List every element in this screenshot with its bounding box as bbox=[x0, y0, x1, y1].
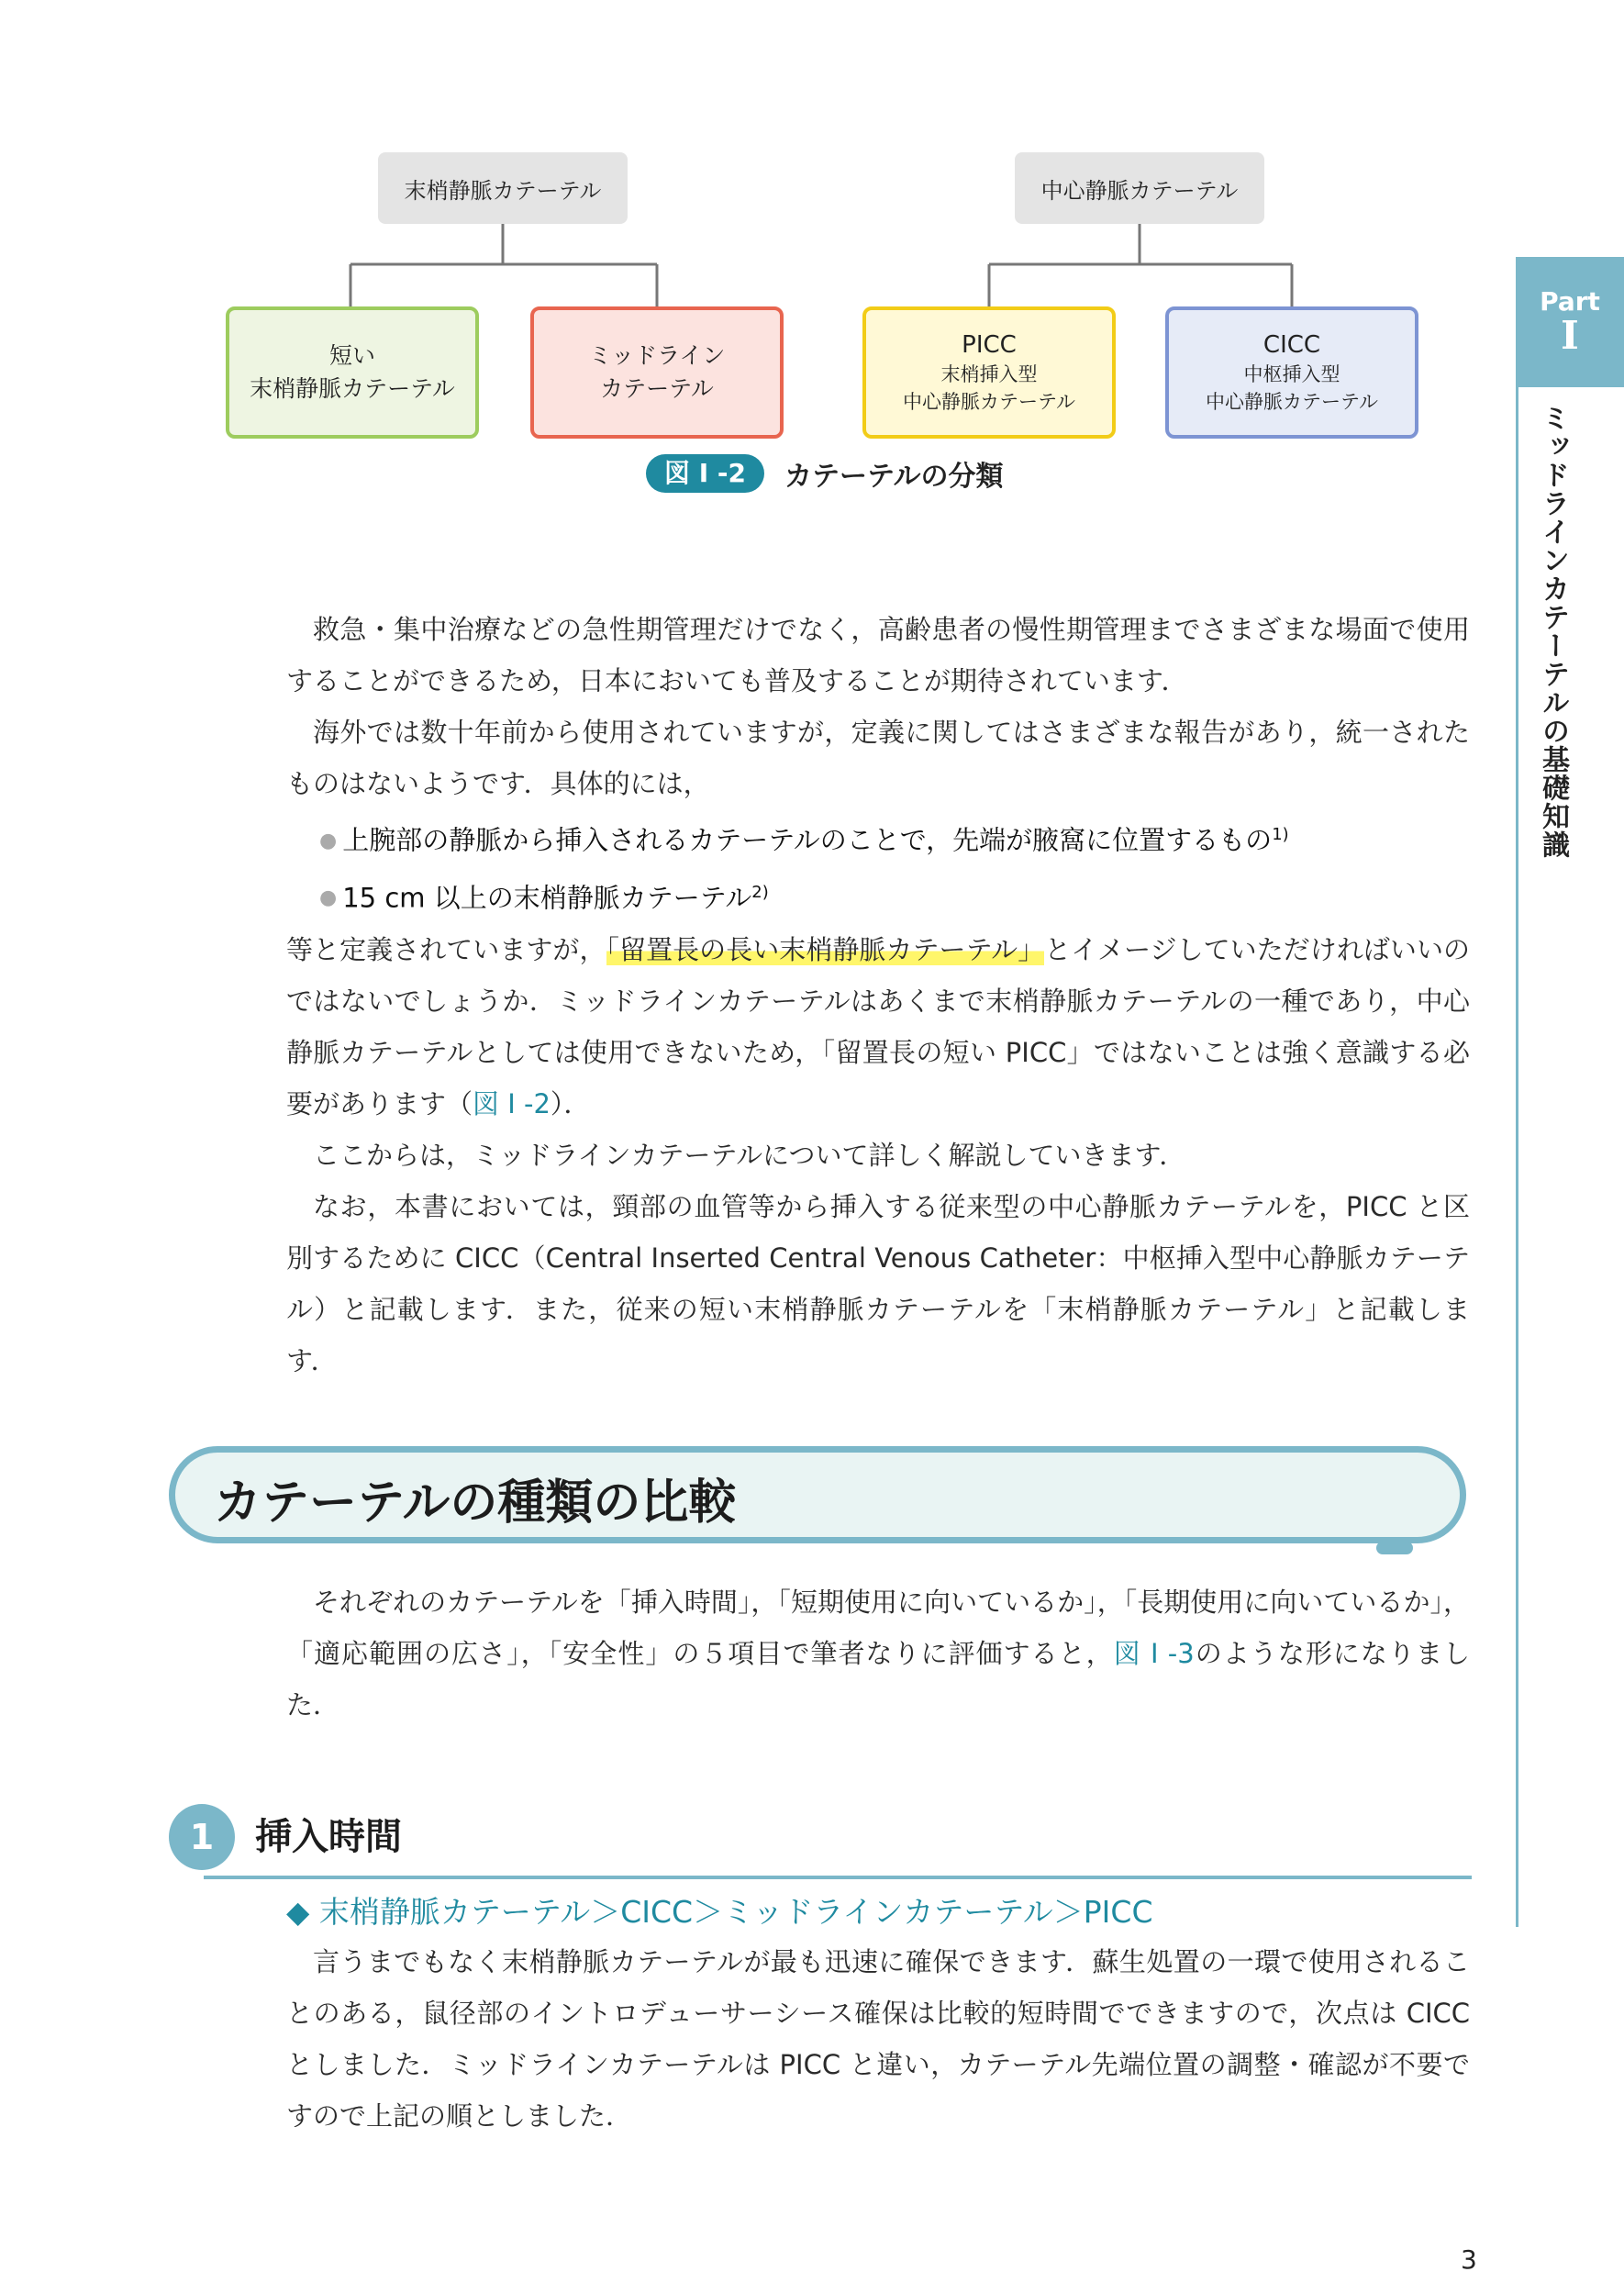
bullet-dot-icon: ● bbox=[319, 886, 338, 910]
section-title: カテーテルの種類の比較 bbox=[214, 1476, 737, 1531]
node-line: カテーテル bbox=[600, 375, 714, 402]
part-tab bbox=[1516, 257, 1624, 387]
paragraph-text: 等と定義されていますが， bbox=[286, 934, 606, 966]
paragraph bbox=[286, 924, 1470, 1130]
subsection-number: 1 bbox=[169, 1804, 235, 1870]
catheter-classification-diagram bbox=[0, 0, 1468, 514]
node-line: 中心静脈カテーテル bbox=[903, 391, 1075, 413]
paragraph-text: ）． bbox=[550, 1088, 591, 1120]
figure-title: カテーテルの分類 bbox=[784, 461, 1004, 493]
node-line: 中枢挿入型 bbox=[1243, 363, 1340, 385]
cicc-node bbox=[1165, 306, 1418, 439]
node-line: 末梢挿入型 bbox=[940, 363, 1038, 385]
bullet-dot-icon: ● bbox=[319, 829, 338, 852]
paragraph bbox=[286, 1576, 1470, 1731]
chapter-title-vertical: ミッドラインカテーテルの基礎知識 bbox=[1537, 404, 1569, 859]
bullet-text: 上腕部の静脈から挿入されるカテーテルのことで，先端が腋窩に位置するもの bbox=[342, 824, 1273, 856]
citation-ref[interactable]: 1) bbox=[1272, 825, 1289, 844]
central-catheter-node: 中心静脈カテーテル bbox=[1015, 152, 1264, 224]
side-rule bbox=[1516, 387, 1518, 1927]
paragraph-text: とイメージしていただければいいのではないでしょうか．ミッドラインカテーテルはあくまで末梢静脈カテーテルの一種であり，中心静脈カテーテルとしては使用できないため，「留置長の短い PICC」ではないことは強く意識する必要があります（ bbox=[286, 934, 1470, 1120]
bullet-text: 15 cm 以上の末梢静脈カテーテル bbox=[342, 882, 752, 914]
page-number: 3 bbox=[1461, 2244, 1477, 2275]
subsection-text bbox=[286, 1936, 1470, 2142]
part-label: Part bbox=[1540, 286, 1600, 317]
paragraph: ここからは，ミッドラインカテーテルについて詳しく解説していきます． bbox=[313, 1140, 1186, 1172]
node-name: CICC bbox=[1262, 331, 1321, 359]
section-heading bbox=[169, 1446, 1466, 1543]
paragraph: なお，本書においては，頸部の血管等から挿入する従来型の中心静脈カテーテルを，PICC と区別するために CICC（Central Inserted Central Venous Catheter：中枢挿入型中心静脈カテーテル）と記載します．また，従来の短い末梢静脈カテーテルを「末梢静脈カテーテル」と記載します． bbox=[286, 1191, 1470, 1377]
paragraph-text: のような形になりました． bbox=[286, 1638, 1470, 1720]
peripheral-catheter-node: 末梢静脈カテーテル bbox=[378, 152, 628, 224]
paragraph: 海外では数十年前から使用されていますが，定義に関してはさまざまな報告があり，統一されたものはないようです．具体的には， bbox=[286, 717, 1470, 799]
node-line: 中心静脈カテーテル bbox=[1206, 391, 1378, 413]
figure-ref-link[interactable]: 図 I -3 bbox=[1113, 1638, 1195, 1669]
node-line: ミッドライン bbox=[588, 342, 726, 369]
node-line: 短い bbox=[328, 342, 375, 369]
paragraph-text: それぞれのカテーテルを「挿入時間」，「短期使用に向いているか」，「長期使用に向いているか」，「適応範囲の広さ」，「安全性」の５項目で筆者なりに評価すると， bbox=[286, 1587, 1470, 1669]
paragraph: 救急・集中治療などの急性期管理だけでなく，高齢患者の慢性期管理までさまざまな場面で使用することができるため，日本においても普及することが期待されています． bbox=[286, 614, 1470, 696]
body-text bbox=[286, 604, 1470, 1386]
ranking-line: ◆ 末梢静脈カテーテル＞CICC＞ミッドラインカテーテル＞PICC bbox=[286, 1894, 1153, 1930]
figure-caption bbox=[646, 453, 1004, 494]
part-number: I bbox=[1561, 313, 1579, 358]
section-text bbox=[286, 1576, 1470, 1731]
short-peripheral-node bbox=[226, 306, 479, 439]
midline-node bbox=[530, 306, 784, 439]
subsection-rule bbox=[204, 1876, 1472, 1879]
subsection-title: 挿入時間 bbox=[255, 1816, 402, 1858]
section-heading-ornament bbox=[1376, 1542, 1413, 1554]
bullet-item bbox=[286, 809, 1470, 867]
picc-node bbox=[862, 306, 1116, 439]
node-line: 末梢静脈カテーテル bbox=[250, 375, 455, 402]
node-name: PICC bbox=[962, 331, 1017, 359]
citation-ref[interactable]: 2) bbox=[751, 882, 769, 902]
figure-ref-link[interactable]: 図 I -2 bbox=[473, 1088, 551, 1120]
figure-badge: 図 I -2 bbox=[646, 454, 764, 493]
highlighted-phrase: 「留置長の長い末梢静脈カテーテル」 bbox=[606, 934, 1045, 966]
paragraph: 言うまでもなく末梢静脈カテーテルが最も迅速に確保できます．蘇生処置の一環で使用されることのある，鼠径部のイントロデューサーシース確保は比較的短時間でできますので，次点は CICC としました．ミッドラインカテーテルは PICC と違い，カテーテル先端位置の調整・確認が不要ですので上記の順としました． bbox=[286, 1946, 1470, 2132]
bullet-item bbox=[286, 867, 1470, 925]
